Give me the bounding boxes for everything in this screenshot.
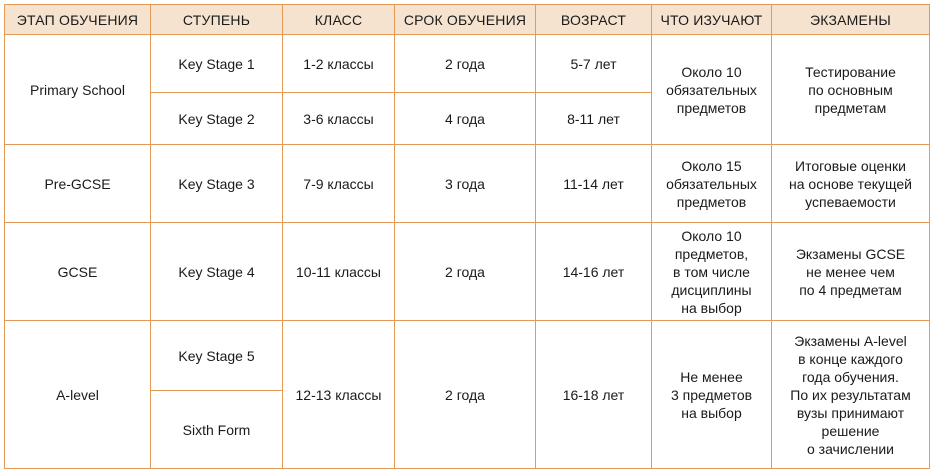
table-row: [5, 35, 930, 93]
cell-age: 16-18 лет: [536, 321, 652, 469]
header-grade: КЛАСС: [283, 5, 395, 35]
cell-term: 2 года: [395, 35, 536, 93]
cell-grade: 1-2 классы: [283, 35, 395, 93]
cell-grade: 3-6 классы: [283, 93, 395, 145]
cell-step: Sixth Form: [151, 391, 283, 469]
cell-subjects: Около 10 обязательных предметов: [652, 35, 772, 145]
education-stages-table: [4, 4, 930, 469]
header-step: СТУПЕНЬ: [151, 5, 283, 35]
cell-step: Key Stage 1: [151, 35, 283, 93]
cell-grade: 12-13 классы: [283, 321, 395, 469]
table-row: [5, 321, 930, 391]
cell-age: 14-16 лет: [536, 223, 652, 321]
header-age: ВОЗРАСТ: [536, 5, 652, 35]
cell-exams: Экзамены GCSE не менее чем по 4 предметам: [772, 223, 930, 321]
cell-term: 2 года: [395, 223, 536, 321]
cell-age: 5-7 лет: [536, 35, 652, 93]
cell-exams: Экзамены A-level в конце каждого года обучения. По их результатам вузы принимают решение о зачислении: [772, 321, 930, 469]
header-term: СРОК ОБУЧЕНИЯ: [395, 5, 536, 35]
cell-step: Key Stage 4: [151, 223, 283, 321]
cell-stage: GCSE: [5, 223, 151, 321]
header-exams: ЭКЗАМЕНЫ: [772, 5, 930, 35]
cell-stage: Primary School: [5, 35, 151, 145]
cell-grade: 10-11 классы: [283, 223, 395, 321]
cell-age: 11-14 лет: [536, 145, 652, 223]
cell-step: Key Stage 5: [151, 321, 283, 391]
cell-term: 4 года: [395, 93, 536, 145]
header-stage: ЭТАП ОБУЧЕНИЯ: [5, 5, 151, 35]
cell-subjects: Около 10 предметов, в том числе дисциплины на выбор: [652, 223, 772, 321]
cell-grade: 7-9 классы: [283, 145, 395, 223]
cell-stage: Pre-GCSE: [5, 145, 151, 223]
cell-subjects: Около 15 обязательных предметов: [652, 145, 772, 223]
table-row: [5, 223, 930, 321]
cell-step: Key Stage 3: [151, 145, 283, 223]
cell-stage: A-level: [5, 321, 151, 469]
table-row: [5, 145, 930, 223]
cell-exams: Итоговые оценки на основе текущей успеваемости: [772, 145, 930, 223]
cell-age: 8-11 лет: [536, 93, 652, 145]
cell-subjects: Не менее 3 предметов на выбор: [652, 321, 772, 469]
header-subjects: ЧТО ИЗУЧАЮТ: [652, 5, 772, 35]
cell-term: 2 года: [395, 321, 536, 469]
cell-term: 3 года: [395, 145, 536, 223]
header-row: [5, 5, 930, 35]
cell-step: Key Stage 2: [151, 93, 283, 145]
cell-exams: Тестирование по основным предметам: [772, 35, 930, 145]
